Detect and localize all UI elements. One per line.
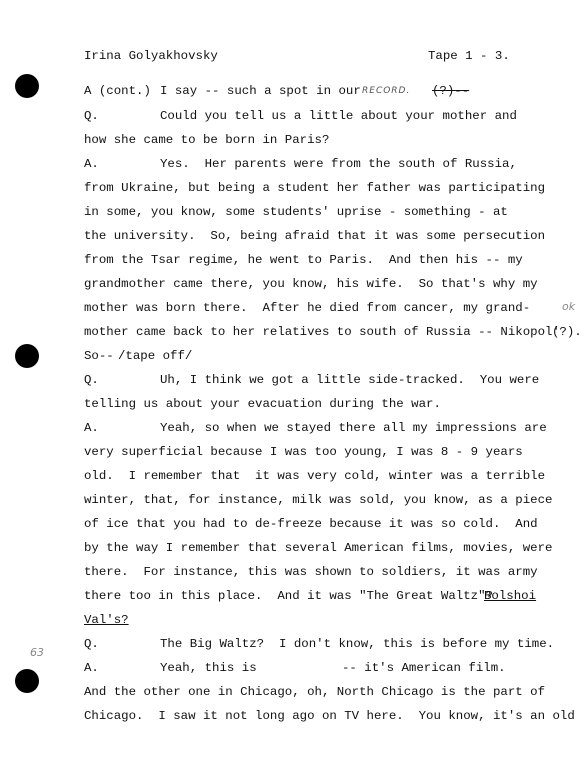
line-text: by the way I remember that several American films, movies, were xyxy=(84,541,553,555)
margin-note: 63 xyxy=(30,646,44,659)
line-text: the university. So, being afraid that it was some persecution xyxy=(84,229,546,243)
transcript-line xyxy=(0,250,586,270)
line-text: Yeah, so when we stayed there all my impressions are xyxy=(160,421,547,435)
speaker-label: A. xyxy=(84,661,99,675)
line-text: I say -- such a spot in our xyxy=(160,84,361,98)
transcript-line xyxy=(0,178,586,198)
transcript-line xyxy=(0,298,586,318)
underlined-title: Bolshoi xyxy=(484,589,537,603)
line-text: mother came back to her relatives to south of Russia -- Nikopol' xyxy=(84,325,560,339)
line-text: of ice that you had to de-freeze because it was so cold. And xyxy=(84,517,538,531)
transcript-line xyxy=(0,81,586,101)
tape-off-note: /tape off/ xyxy=(118,349,193,363)
tape-number: Tape 1 - 3. xyxy=(428,49,510,63)
handwritten-insert: RECORD. xyxy=(362,86,411,96)
transcript-line xyxy=(0,490,586,510)
line-text: how she came to be born in Paris? xyxy=(84,133,330,147)
transcript-line xyxy=(0,394,586,414)
line-text: in some, you know, some students' uprise - something - at xyxy=(84,205,508,219)
line-text: there. For instance, this was shown to soldiers, it was army xyxy=(84,565,538,579)
line-text: Uh, I think we got a little side-tracked. You were xyxy=(160,373,540,387)
line-text: Chicago. I saw it not long ago on TV here. You know, it's an old xyxy=(84,709,575,723)
transcript-line xyxy=(0,706,586,726)
transcript-line xyxy=(0,154,586,174)
line-text: The Big Waltz? I don't know, this is before my time. xyxy=(160,637,555,651)
transcript-line xyxy=(0,466,586,486)
speaker-label: Q. xyxy=(84,373,99,387)
speaker-label: A (cont.) xyxy=(84,84,151,98)
transcript-line xyxy=(0,322,586,342)
transcript-line xyxy=(0,538,586,558)
transcript-line xyxy=(0,130,586,150)
line-text: there too in this place. And it was "The Great Waltz"? xyxy=(84,589,493,603)
query-mark: (?). xyxy=(552,325,582,339)
transcript-line xyxy=(0,682,586,702)
line-text: grandmother came there, you know, his wife. So that's why my xyxy=(84,277,538,291)
line-text: Could you tell us a little about your mother and xyxy=(160,109,517,123)
line-text: And the other one in Chicago, oh, North Chicago is the part of xyxy=(84,685,546,699)
transcript-line xyxy=(0,514,586,534)
transcript-line xyxy=(0,226,586,246)
line-text: -- it's American film. xyxy=(342,661,506,675)
transcript-line xyxy=(0,418,586,438)
transcript-line xyxy=(0,202,586,222)
line-text: Yes. Her parents were from the south of Russia, xyxy=(160,157,517,171)
page-header xyxy=(0,46,586,66)
line-text: mother was born there. After he died from cancer, my grand- xyxy=(84,301,531,315)
speaker-label: Q. xyxy=(84,109,99,123)
transcript-line xyxy=(0,106,586,126)
transcript-line xyxy=(0,274,586,294)
transcript-line xyxy=(0,586,586,606)
speaker-label: A. xyxy=(84,421,99,435)
line-text: from the Tsar regime, he went to Paris. And then his -- my xyxy=(84,253,523,267)
line-text: telling us about your evacuation during the war. xyxy=(84,397,441,411)
line-text: So-- xyxy=(84,349,114,363)
line-text: very superficial because I was too young, I was 8 - 9 years xyxy=(84,445,523,459)
transcript-line xyxy=(0,370,586,390)
line-text: Yeah, this is xyxy=(160,661,257,675)
margin-note: ok xyxy=(562,300,576,313)
transcript-line xyxy=(0,610,586,630)
line-text: old. I remember that it was very cold, winter was a terrible xyxy=(84,469,546,483)
transcript-line xyxy=(0,634,586,654)
transcript-line xyxy=(0,346,586,366)
line-text: winter, that, for instance, milk was sold, you know, as a piece xyxy=(84,493,553,507)
interviewee-name: Irina Golyakhovsky xyxy=(84,49,218,63)
underlined-title: Val's? xyxy=(84,613,129,627)
transcript-line xyxy=(0,562,586,582)
transcript-line xyxy=(0,442,586,462)
transcript-line xyxy=(0,658,586,678)
speaker-label: A. xyxy=(84,157,99,171)
speaker-label: Q. xyxy=(84,637,99,651)
line-text: from Ukraine, but being a student her father was participating xyxy=(84,181,546,195)
struck-query: (?)-- xyxy=(432,84,470,98)
